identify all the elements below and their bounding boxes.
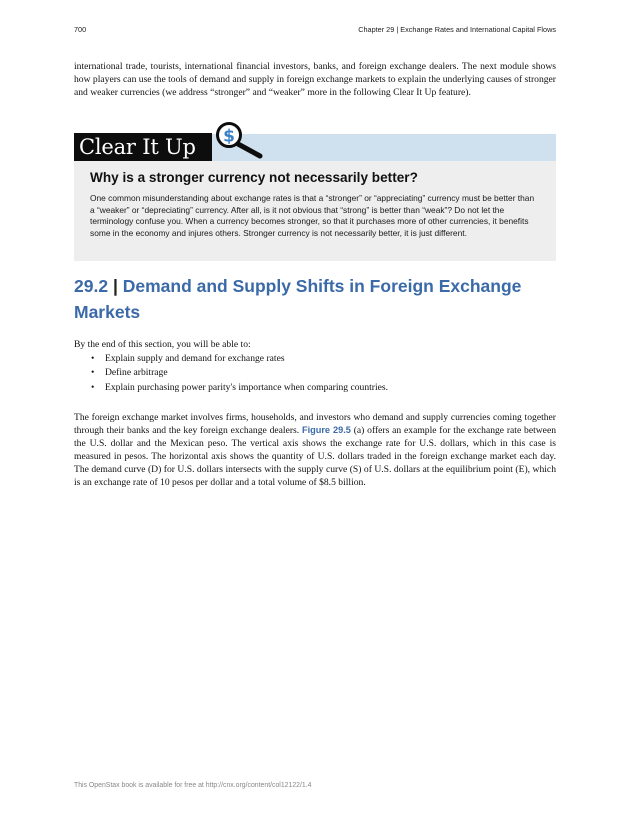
objective-text: Define arbitrage xyxy=(105,367,168,379)
objectives-intro: By the end of this section, you will be able to: xyxy=(74,339,251,350)
bullet: • xyxy=(91,381,95,393)
main-paragraph-text: The foreign exchange market involves firms, households, and investors who demand and supply currencies coming together through their banks and the key foreign exchange dealers. xyxy=(74,412,556,436)
main-paragraph xyxy=(74,411,556,489)
dollar-sign: $ xyxy=(223,126,235,147)
bullet: • xyxy=(91,353,95,364)
section-heading xyxy=(74,273,556,325)
bullet: • xyxy=(91,367,95,379)
figure-link[interactable]: Figure 29.5 xyxy=(301,425,351,435)
main-paragraph-text: (a) offers an example for the exchange rate between the U.S. dollar and the Mexican peso. The vertical axis shows the exchange rate for U.S. dollars, which in this case is measured in pesos. The horizontal axis shows the quantity of U.S. dollars traded in the foreign exchange market each day. The demand curve (D) for U.S. dollars intersects with the supply curve (S) of U.S. dollars at the equilibrium point (E), which is an exchange rate of 10 pesos per dollar and a total volume of $8.5 billion. xyxy=(74,425,556,488)
clear-it-up-label: Clear It Up xyxy=(74,133,212,161)
objective-text: Explain supply and demand for exchange rates xyxy=(105,353,285,364)
section-number: 29.2 xyxy=(74,276,109,296)
list-item xyxy=(91,366,551,380)
section-title: Demand and Supply Shifts in Foreign Exchange Markets xyxy=(74,276,522,322)
running-header xyxy=(74,25,556,37)
magnifying-glass-dollar-icon xyxy=(211,121,269,165)
list-item xyxy=(91,352,551,366)
objectives-list xyxy=(91,352,551,395)
clear-it-up-question: Why is a stronger currency not necessarily better? xyxy=(90,170,418,185)
page-number: 700 xyxy=(74,25,87,34)
section-separator: | xyxy=(112,276,118,296)
footer-note: This OpenStax book is available for free at http://cnx.org/content/col12122/1.4 xyxy=(74,782,312,789)
objective-text: Explain purchasing power parity's importance when comparing countries. xyxy=(105,381,389,393)
clear-it-up-body: One common misunderstanding about exchange rates is that a “stronger” or “appreciating” currency must be better than a “weaker” or “depreciating” currency. After all, is it not obvious that “strong” is better than “weak”? Do not let the terminology confuse you. When a currency becomes stronger, so that it purchases more of other currencies, it benefits some in the economy and injures others. Stronger currency is not necessarily better, it is just different. xyxy=(90,193,535,238)
chapter-title: Chapter 29 | Exchange Rates and International Capital Flows xyxy=(358,25,556,34)
list-item xyxy=(91,381,551,395)
intro-paragraph: international trade, tourists, international financial investors, banks, and foreign exchange dealers. The next module shows how players can use the tools of demand and supply in foreign exchange markets to explain the underlying causes of stronger and weaker currencies (we address “stronger” and “weaker” more in the following Clear It Up feature). xyxy=(74,61,556,98)
